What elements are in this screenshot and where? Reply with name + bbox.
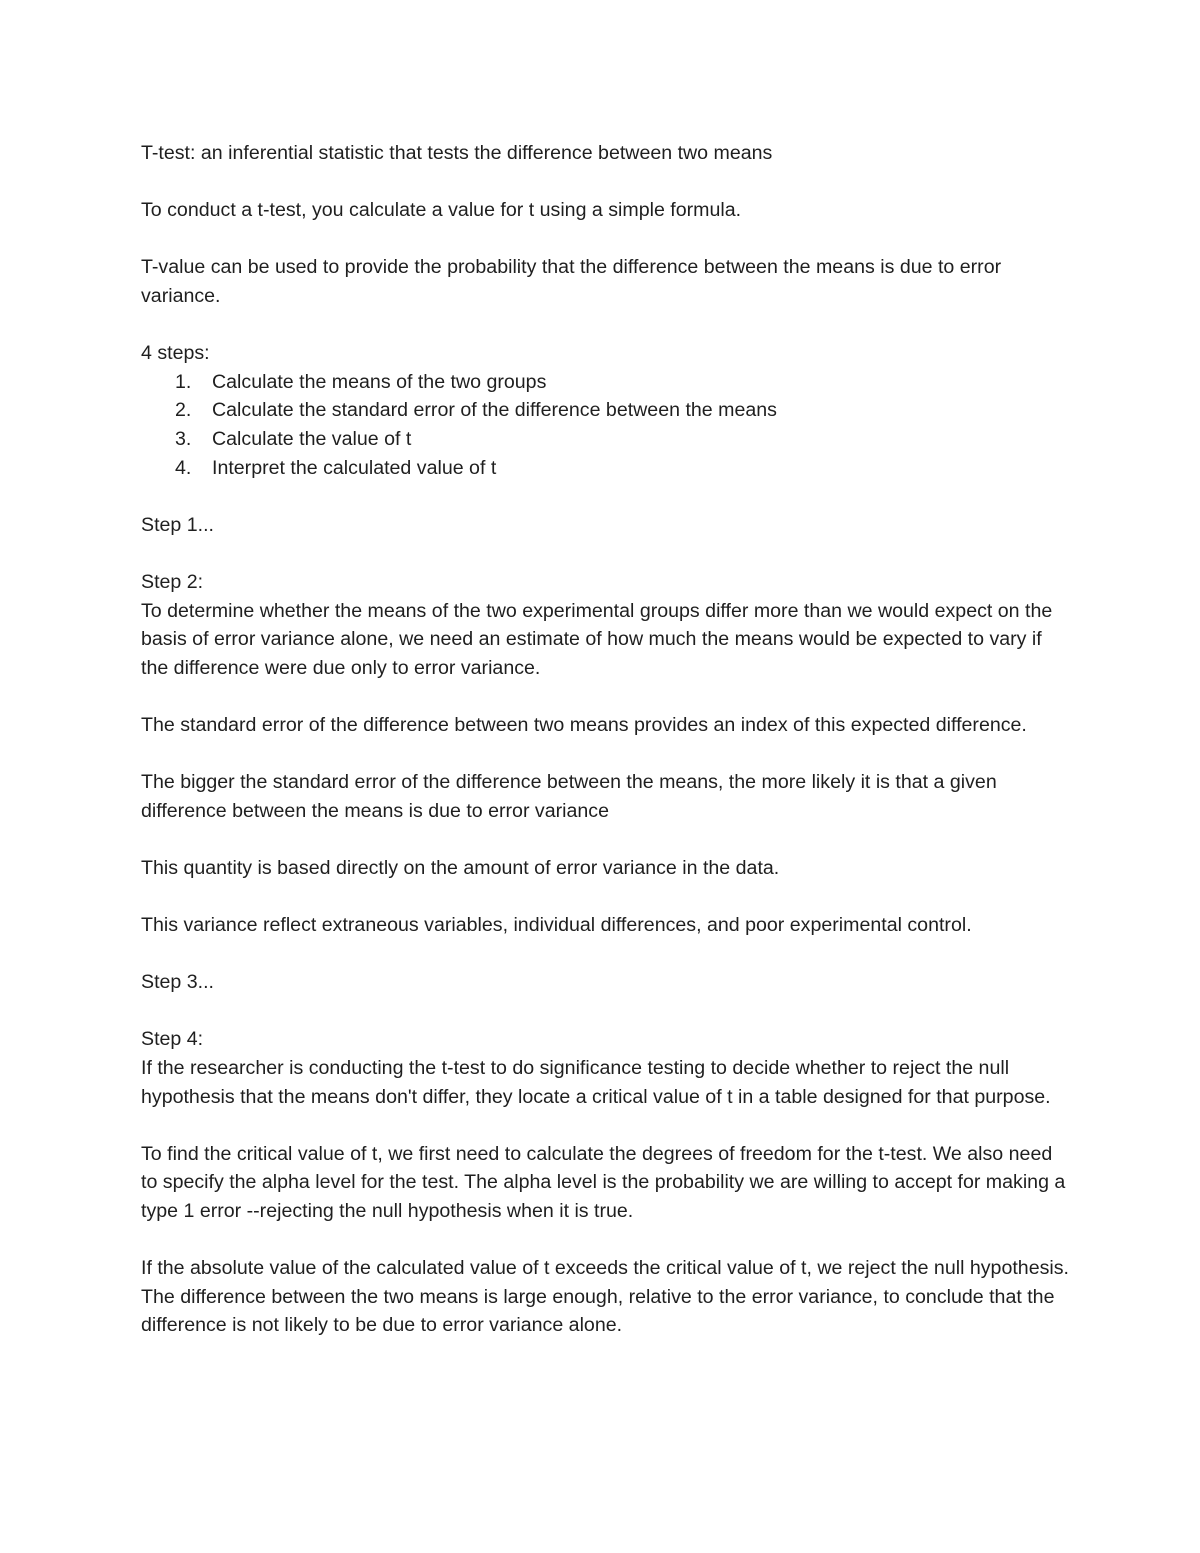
step3-heading: Step 3... — [141, 971, 214, 994]
list-item — [141, 396, 1080, 425]
step2-paragraph: The bigger the standard error of the difference between the means, the more likely it is that a given difference between the means is due to error variance — [141, 771, 997, 822]
steps-heading: 4 steps: — [141, 342, 210, 365]
list-item — [141, 368, 1080, 397]
step4-paragraph: If the absolute value of the calculated value of t exceeds the critical value of t, we reject the null hypothesis. The difference between the two means is large enough, relative to the error variance, to conclude that the difference is not likely to be due to error variance alone. — [141, 1257, 1069, 1337]
step4-heading: Step 4: — [141, 1028, 204, 1051]
step4-paragraph: If the researcher is conducting the t-test to do significance testing to decide whether to reject the null hypothesis that the means don't differ, they locate a critical value of t in a table designed for that purpose. — [141, 1057, 1051, 1108]
list-item-text: Interpret the calculated value of t — [212, 456, 497, 479]
tvalue-paragraph: T-value can be used to provide the probability that the difference between the means is due to error variance. — [141, 256, 1002, 307]
list-item-number: 2. — [175, 399, 192, 422]
step2-paragraph: This variance reflect extraneous variables, individual differences, and poor experimental control. — [141, 914, 972, 937]
step2-paragraph: This quantity is based directly on the amount of error variance in the data. — [141, 856, 780, 879]
list-item — [141, 454, 1080, 483]
list-item-number: 4. — [175, 456, 192, 479]
step4-paragraph: To find the critical value of t, we first need to calculate the degrees of freedom for the t-test. We also need to specify the alpha level for the test. The alpha level is the probability we are willing to accept for making a type 1 error --rejecting the null hypothesis when it is true. — [141, 1142, 1066, 1222]
step1-heading: Step 1... — [141, 513, 214, 536]
step2-heading: Step 2: — [141, 570, 204, 593]
list-item-text: Calculate the means of the two groups — [212, 370, 547, 393]
steps-list — [141, 368, 1080, 482]
list-item-number: 1. — [175, 370, 192, 393]
step2-paragraph: To determine whether the means of the two experimental groups differ more than we would expect on the basis of error variance alone, we need an estimate of how much the means would be expected to vary if the difference were due only to error variance. — [141, 599, 1053, 679]
step2-paragraph: The standard error of the difference between two means provides an index of this expected difference. — [141, 713, 1027, 736]
list-item-number: 3. — [175, 427, 192, 450]
list-item-text: Calculate the value of t — [212, 427, 412, 450]
list-item — [141, 425, 1080, 454]
definition-paragraph: T-test: an inferential statistic that tests the difference between two means — [141, 142, 773, 164]
list-item-text: Calculate the standard error of the difference between the means — [212, 399, 777, 422]
conduct-paragraph: To conduct a t-test, you calculate a value for t using a simple formula. — [141, 199, 742, 222]
